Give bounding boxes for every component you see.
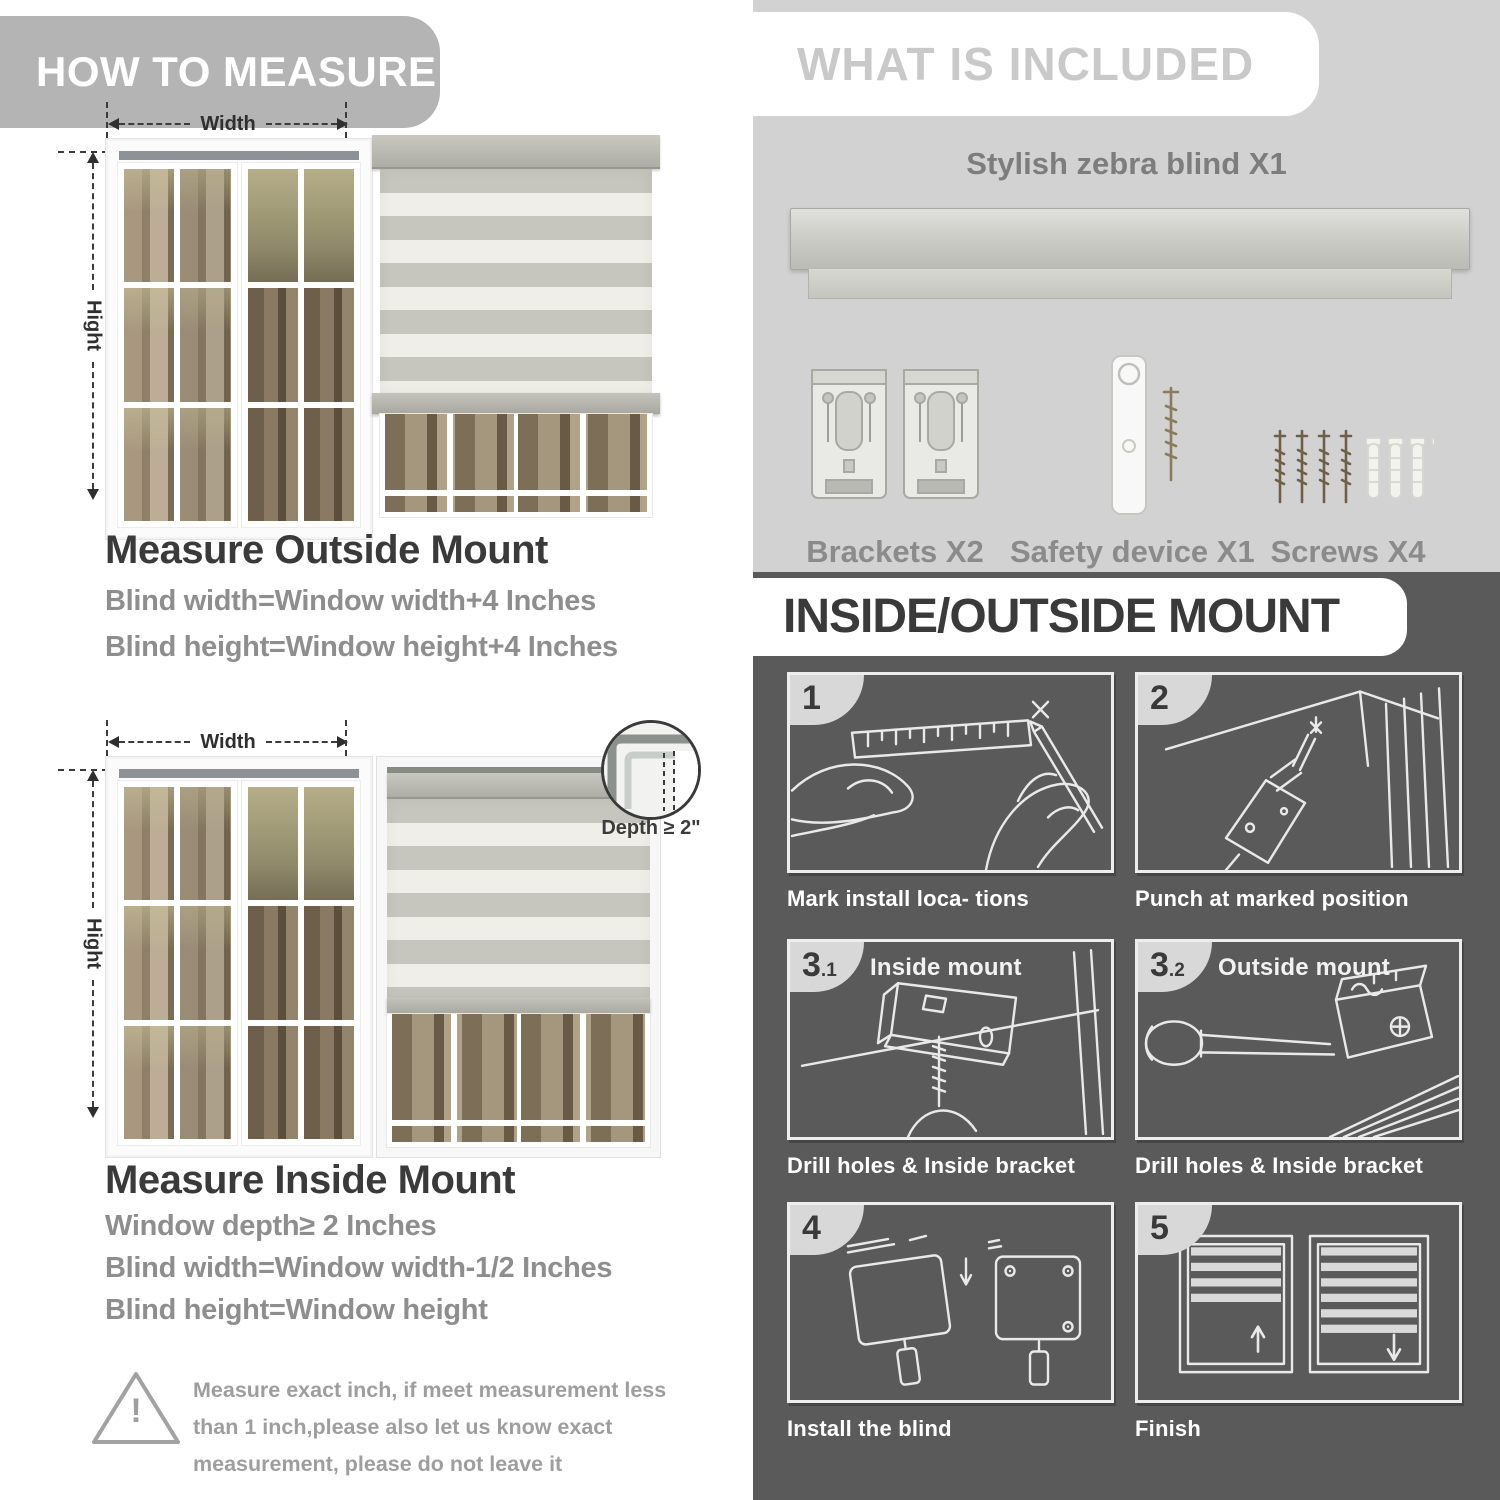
inside-mount-heading: Measure Inside Mount bbox=[105, 1158, 516, 1202]
dashed-line bbox=[266, 741, 337, 743]
step-5-badge: 5 bbox=[1138, 1205, 1212, 1255]
window-door bbox=[242, 163, 361, 527]
step-3-1 bbox=[787, 939, 1114, 1179]
step-5 bbox=[1135, 1202, 1462, 1442]
width-label: Width bbox=[200, 730, 256, 753]
screws-label: Screws X4 bbox=[1270, 534, 1426, 569]
dashed-line bbox=[92, 781, 94, 908]
blind-bottom-rail bbox=[387, 997, 650, 1014]
depth-requirement-label: Depth ≥ 2" bbox=[601, 817, 701, 839]
arrow-down-icon bbox=[87, 1107, 99, 1118]
width-label: Width bbox=[200, 112, 256, 135]
measure-tick bbox=[106, 720, 108, 756]
arrow-up-icon bbox=[87, 152, 99, 163]
window-lintel bbox=[119, 151, 359, 160]
step-3-1-panel bbox=[787, 939, 1114, 1140]
window-lintel bbox=[119, 769, 359, 778]
step-1-panel bbox=[787, 672, 1114, 873]
outside-mount-rule: Blind width=Window width+4 Inches bbox=[105, 585, 596, 617]
how-to-measure-header: HOW TO MEASURE bbox=[0, 16, 440, 128]
bottomrail-illustration bbox=[808, 269, 1452, 299]
exclamation-icon: ! bbox=[130, 1392, 142, 1430]
window-door bbox=[242, 781, 361, 1145]
what-is-included-header: WHAT IS INCLUDED bbox=[753, 12, 1319, 116]
arrow-left-icon bbox=[108, 736, 119, 748]
step-3-1-caption: Drill holes & Inside bracket bbox=[787, 1153, 1076, 1178]
height-measure-outside bbox=[80, 152, 106, 500]
step-3-1-badge: 3.1 bbox=[790, 942, 864, 992]
safety-device-icon bbox=[1098, 352, 1182, 522]
step-4-caption: Install the blind bbox=[787, 1416, 952, 1441]
dashed-line bbox=[119, 741, 190, 743]
step-2-badge: 2 bbox=[1138, 675, 1212, 725]
screws-icon bbox=[1270, 428, 1434, 512]
blind-cassette bbox=[372, 135, 660, 169]
step-4 bbox=[787, 1202, 1114, 1442]
dashed-line bbox=[266, 123, 337, 125]
measure-warning-text: Measure exact inch, if meet measurement less than 1 inch,please also let us know exact measurement, please do not leave it bbox=[193, 1378, 667, 1476]
depth-detail-icon bbox=[604, 723, 698, 817]
window-glass bbox=[380, 414, 652, 517]
inside-outside-mount-header: INSIDE/OUTSIDE MOUNT bbox=[753, 578, 1407, 656]
step-3-1-title: Inside mount bbox=[870, 954, 1022, 981]
step-3-2-badge: 3.2 bbox=[1138, 942, 1212, 992]
measure-tick bbox=[345, 102, 347, 138]
step-2 bbox=[1135, 672, 1462, 912]
step-1-badge: 1 bbox=[790, 675, 864, 725]
dashed-line bbox=[92, 362, 94, 489]
window-illustration-inside bbox=[105, 756, 373, 1158]
dashed-line bbox=[92, 163, 94, 290]
step-3-2-title: Outside mount bbox=[1218, 954, 1390, 981]
blind-bottom-rail bbox=[372, 393, 660, 414]
step-4-badge: 4 bbox=[790, 1205, 864, 1255]
height-label: Hight bbox=[82, 300, 105, 352]
height-measure-inside bbox=[80, 770, 106, 1118]
width-measure-inside bbox=[108, 730, 348, 754]
blind-stripes bbox=[380, 169, 652, 393]
inside-mount-rule: Blind height=Window height bbox=[105, 1294, 488, 1326]
arrow-up-icon bbox=[87, 770, 99, 781]
window-doors bbox=[118, 781, 360, 1145]
window-doors bbox=[118, 163, 360, 527]
included-blind-label: Stylish zebra blind X1 bbox=[966, 146, 1287, 181]
step-4-panel bbox=[787, 1202, 1114, 1403]
step-1-caption: Mark install loca- tions bbox=[787, 886, 1029, 911]
outside-mount-rule: Blind height=Window height+4 Inches bbox=[105, 631, 618, 663]
window-illustration-outside bbox=[105, 138, 373, 540]
safety-device-label: Safety device X1 bbox=[1010, 534, 1255, 569]
step-2-caption: Punch at marked position bbox=[1135, 886, 1409, 911]
measure-tick bbox=[345, 720, 347, 756]
inside-mount-rule: Window depth≥ 2 Inches bbox=[105, 1210, 437, 1242]
measure-tick bbox=[106, 102, 108, 138]
outside-mount-heading: Measure Outside Mount bbox=[105, 528, 548, 572]
window-glass bbox=[387, 1014, 650, 1147]
brackets-icon bbox=[808, 362, 980, 510]
step-3-2-caption: Drill holes & Inside bracket bbox=[1135, 1153, 1424, 1178]
dashed-line bbox=[119, 123, 190, 125]
headrail-illustration bbox=[790, 208, 1470, 270]
inside-mount-rule: Blind width=Window width-1/2 Inches bbox=[105, 1252, 613, 1284]
step-2-panel bbox=[1135, 672, 1462, 873]
step-5-panel bbox=[1135, 1202, 1462, 1403]
step-3-2-panel bbox=[1135, 939, 1462, 1140]
brackets-label: Brackets X2 bbox=[806, 534, 984, 569]
dashed-line bbox=[92, 980, 94, 1107]
arrow-left-icon bbox=[108, 118, 119, 130]
window-door bbox=[118, 781, 237, 1145]
zebra-blind-outside-mount bbox=[372, 135, 660, 517]
step-1 bbox=[787, 672, 1114, 912]
width-measure-outside bbox=[108, 112, 348, 136]
step-3-2 bbox=[1135, 939, 1462, 1179]
step-5-caption: Finish bbox=[1135, 1416, 1201, 1441]
window-door bbox=[118, 163, 237, 527]
depth-magnifier bbox=[601, 720, 701, 820]
arrow-down-icon bbox=[87, 489, 99, 500]
height-label: Hight bbox=[82, 918, 105, 970]
